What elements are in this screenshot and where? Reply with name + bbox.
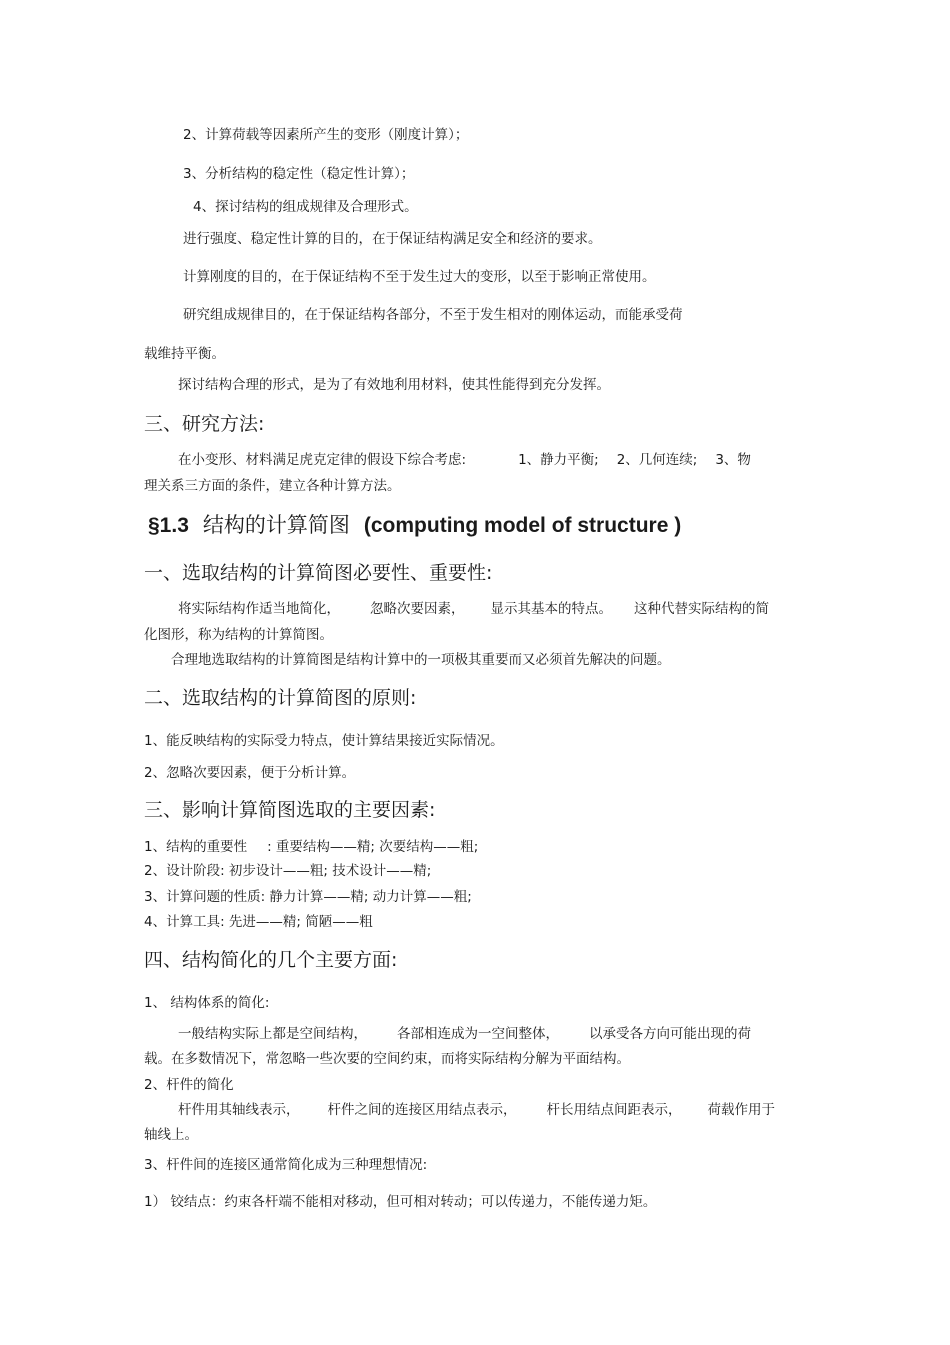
list-item: 2、设计阶段: 初步设计——粗; 技术设计——精; — [144, 863, 432, 879]
list-item: 1） 铰结点：约束各杆端不能相对移动，但可相对转动；可以传递力，不能传递力矩。 — [144, 1194, 657, 1210]
text-span: 这种代替实际结构的简 — [634, 601, 769, 617]
list-item — [144, 838, 478, 856]
list-item: 4、计算工具: 先进——精; 简陋——粗 — [144, 914, 373, 930]
section-number: §1.3 — [148, 514, 189, 537]
text-span: 各部相连成为一空间整体， — [397, 1026, 559, 1042]
section-heading: 三、影响计算简图选取的主要因素: — [144, 799, 436, 821]
subheading: 1、 结构体系的简化: — [144, 995, 270, 1011]
text-span: 杆件用其轴线表示， — [178, 1102, 300, 1118]
paragraph — [178, 1025, 751, 1043]
subheading: 3、杆件间的连接区通常简化成为三种理想情况: — [144, 1157, 428, 1173]
text-span: 忽略次要因素， — [370, 601, 465, 617]
text-span: 在小变形、材料满足虎克定律的假设下综合考虑: — [178, 452, 467, 468]
text-span: 1、静力平衡; — [518, 452, 599, 468]
text-span: 显示其基本的特点。 — [490, 601, 612, 617]
paragraph: 探讨结构合理的形式，是为了有效地利用材料，使其性能得到充分发挥。 — [178, 377, 610, 393]
paragraph: 研究组成规律目的，在于保证结构各部分，不至于发生相对的刚体运动，而能承受荷 — [183, 307, 683, 323]
text-span: 杆长用结点间距表示， — [546, 1102, 682, 1118]
section-title — [148, 511, 681, 540]
text-span: 荷载作用于 — [707, 1102, 775, 1118]
list-item: 3、计算问题的性质: 静力计算——精; 动力计算——粗; — [144, 889, 472, 905]
paragraph: 化图形，称为结构的计算简图。 — [144, 627, 333, 643]
paragraph — [178, 1101, 775, 1119]
text-span: 以承受各方向可能出现的荷 — [589, 1026, 751, 1042]
paragraph: 载。在多数情况下，常忽略一些次要的空间约束，而将实际结构分解为平面结构。 — [144, 1051, 630, 1067]
paragraph: 计算刚度的目的，在于保证结构不至于发生过大的变形，以至于影响正常使用。 — [183, 269, 656, 285]
text-span: : 重要结构——精; 次要结构——粗; — [267, 839, 479, 855]
subheading: 2、杆件的简化 — [144, 1077, 234, 1093]
text-span: 1、结构的重要性 — [144, 839, 248, 855]
list-item: 3、分析结构的稳定性（稳定性计算）； — [183, 166, 415, 182]
text-span: 杆件之间的连接区用结点表示， — [327, 1102, 517, 1118]
text-span: 一般结构实际上都是空间结构， — [178, 1026, 367, 1042]
paragraph: 进行强度、稳定性计算的目的，在于保证结构满足安全和经济的要求。 — [183, 231, 602, 247]
text-span: 将实际结构作适当地简化， — [178, 601, 340, 617]
section-heading: 四、结构简化的几个主要方面: — [144, 949, 398, 971]
paragraph — [178, 451, 751, 469]
paragraph: 载维持平衡。 — [144, 346, 225, 362]
list-item: 1、能反映结构的实际受力特点，使计算结果接近实际情况。 — [144, 733, 504, 749]
text-span: 3、物 — [715, 452, 751, 468]
paragraph — [178, 600, 769, 618]
section-title-en: (computing model of structure ) — [363, 514, 682, 537]
list-item: 2、计算荷载等因素所产生的变形（刚度计算）； — [183, 127, 469, 143]
section-heading: 二、选取结构的计算简图的原则: — [144, 687, 417, 709]
paragraph: 理关系三方面的条件，建立各种计算方法。 — [144, 478, 401, 494]
paragraph: 合理地选取结构的计算简图是结构计算中的一项极其重要而又必须首先解决的问题。 — [171, 652, 671, 668]
list-item: 2、忽略次要因素，便于分析计算。 — [144, 765, 356, 781]
text-span: 2、几何连续; — [616, 452, 698, 468]
list-item: 4、探讨结构的组成规律及合理形式。 — [193, 199, 418, 215]
section-heading: 三、研究方法: — [144, 413, 265, 435]
section-title-cn: 结构的计算简图 — [202, 513, 350, 537]
section-heading: 一、选取结构的计算简图必要性、重要性: — [144, 562, 493, 584]
paragraph: 轴线上。 — [144, 1127, 198, 1143]
